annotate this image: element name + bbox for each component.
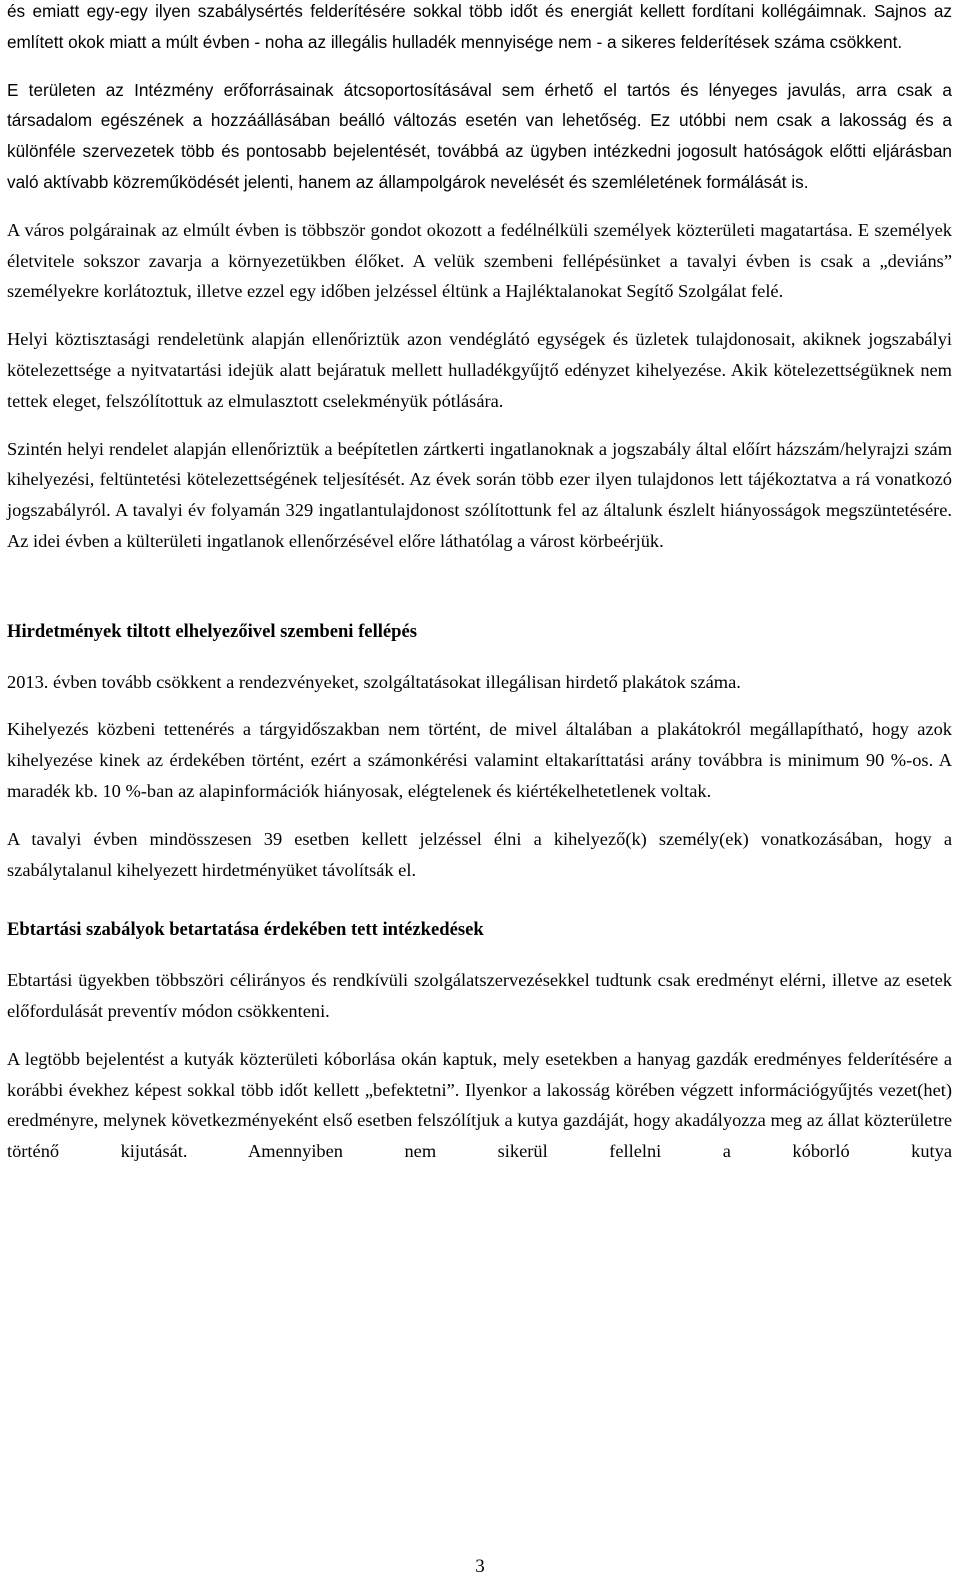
paragraph: E területen az Intézmény erőforrásainak átcsoportosításával sem érhető el tartós és lényeges javulás, arra csak a társadalom egészének a hozzáállásában beálló változás esetén van lehetőség. Ez utóbbi nem csak a lakosság és a különféle szervezetek több és pontosabb bejelentését, továbbá az ügyben intézkedni jogosult hatóságok előtti eljárásban való aktívabb közreműködését jelenti, hanem az állampolgárok nevelését és szemléletének formálását is.	[7, 79, 952, 192]
page-number: 3	[475, 1556, 485, 1577]
paragraph: és emiatt egy-egy ilyen szabálysértés felderítésére sokkal több időt és energiát kellett fordítani kollégáimnak. Sajnos az említett okok miatt a múlt évben - noha az illegális hulladék mennyisége nem - a sikeres felderítések száma csökkent.	[7, 1, 952, 52]
paragraph: Szintén helyi rendelet alapján ellenőriztük a beépítetlen zártkerti ingatlanoknak a jogszabály által előírt házszám/helyrajzi szám kihelyezési, feltüntetési kötelezettségének teljesítését. Az évek során több ezer ilyen tulajdonos lett tájékoztatva a rá vonatkozó jogszabályról. A tavalyi év folyamán 329 ingatlantulajdonost szólítottunk fel az általunk észlelt hiányosságok megszüntetésére. Az idei évben a külterületi ingatlanok ellenőrzésével előre láthatólag a várost körbeérjük.	[7, 438, 952, 551]
paragraph: 2013. évben tovább csökkent a rendezvényeket, szolgáltatásokat illegálisan hirdető plakátok száma.	[7, 671, 741, 692]
paragraph: Helyi köztisztasági rendeletünk alapján ellenőriztük azon vendéglátó egységek és üzletek tulajdonosait, akiknek jogszabályi kötelezettsége a nyitvatartási idejük alatt bejáratuk mellett hulladékgyűjtő edényzet kihelyezése. Akik kötelezettségüknek nem tettek eleget, felszólítottuk az elmulasztott cselekményük pótlására.	[7, 329, 952, 411]
section-heading: Hirdetmények tiltott elhelyezőivel szembeni fellépés	[7, 620, 417, 642]
section-heading: Ebtartási szabályok betartatása érdekében tett intézkedések	[7, 919, 484, 941]
paragraph: A tavalyi évben mindösszesen 39 esetben kellett jelzéssel élni a kihelyező(k) személy(ek) vonatkozásában, hogy a szabálytalanul kihelyezett hirdetményüket távolítsák el.	[7, 828, 952, 880]
paragraph: Ebtartási ügyekben többszöri célirányos és rendkívüli szolgálatszervezésekkel tudtunk csak eredményt elérni, illetve az esetek előfordulását preventív módon csökkenteni.	[7, 970, 952, 1021]
paragraph: A legtöbb bejelentést a kutyák közterületi kóborlása okán kaptuk, mely esetekben a hanyag gazdák eredményes felderítésére a korábbi évekhez képest sokkal több időt kellett „befektetni”. Ilyenkor a lakosság körében végzett információgyűjtés vezet(het) eredményre, melynek következményeként első esetben felszólítjuk a kutya gazdáját, hogy akadályozza meg az állat közterületre történő kijutását. Amennyiben nem sikerül fellelni a kóborló kutya	[7, 1048, 952, 1162]
document-page	[7, 0, 952, 1167]
paragraph: A város polgárainak az elmúlt évben is többször gondot okozott a fedélnélküli személyek közterületi magatartása. E személyek életvitele sokszor zavarja a környezetükben élőket. A velük szembeni fellépésünket a tavalyi évben is csak a „deviáns” személyekre korlátoztuk, illetve ezzel egy időben jelzéssel éltünk a Hajléktalanokat Segítő Szolgálat felé.	[7, 219, 952, 302]
paragraph: Kihelyezés közbeni tettenérés a tárgyidőszakban nem történt, de mivel általában a plakátokról megállapítható, hogy azok kihelyezése kinek az érdekében történt, ezért a számonkérési valamint eltakaríttatási arány továbbra is minimum 90 %-os. A maradék kb. 10 %-ban az alapinformációk hiányosak, elégtelenek és kiértékelhetetlenek voltak.	[7, 719, 952, 801]
